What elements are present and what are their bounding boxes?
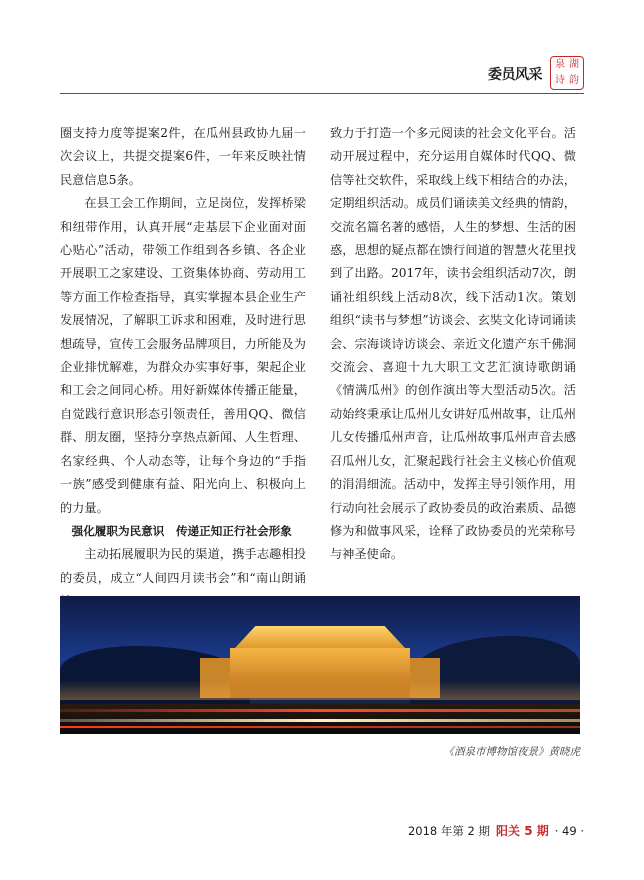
paragraph: 主动拓展履职为民的渠道，携手志趣相投的委员，成立“人间四月读书会”和“南山朗诵 <box>60 547 306 585</box>
left-column <box>60 122 306 614</box>
page-header <box>60 56 584 90</box>
seal-logo <box>550 56 584 90</box>
light-trail <box>60 719 580 722</box>
section-title: 委员风采 <box>488 67 542 83</box>
header-divider <box>60 93 584 94</box>
photo-caption: 《酒泉市博物馆夜景》黄晓虎 <box>443 746 580 758</box>
museum-night-photo <box>60 596 580 734</box>
light-trail <box>60 709 580 712</box>
page-number: · 49 · <box>554 823 584 838</box>
magazine-name: 阳关 5 期 <box>496 824 549 838</box>
subheading: 强化履职为民意识 传递正知正行社会形象 <box>71 523 292 538</box>
seal-char: 诗 <box>555 75 565 86</box>
issue-date: 2018 年第 2 期 <box>407 823 491 838</box>
paragraph: 致力于打造一个多元阅读的社会文化平台。活动开展过程中，充分运用自媒体时代QQ、微信等社交软件，采取线上线下相结合的办法，定期组织活动。成员们诵读美文经典的情韵，交流名篇名著的感悟，人生的梦想、生活的困惑，思想的疑点都在馈行间道的智慧火花里找到了出路。2017年，读书会组织活动7次，朗诵社组织线上活动8次，线下活动1次。策划组织“读书与梦想”访谈会、玄奘文化诗词诵读会、宗海谈诗访谈会、亲近文化遗产东千佛洞交流会、喜迎十九大职工文艺汇演诗歌朗诵《情满瓜州》的创作演出等大型活动5次。活动始终秉承让瓜州儿女讲好瓜州故事，让瓜州儿女传播瓜州声音，让瓜州故事瓜州声音去感召瓜州儿女，汇聚起践行社会主义核心价值观的涓涓细流。活动中，发挥主导引领作用，用行动向社会展示了政协委员的政治素质、品德修为和做事风采，诠释了政协委员的光荣称号与神圣使命。 <box>330 126 576 562</box>
seal-char: 湖 <box>569 59 579 70</box>
building-roof <box>235 626 405 648</box>
right-column <box>330 122 576 567</box>
paragraph: 圈支持力度等提案2件，在瓜州县政协九届一次会议上，共提交提案6件，一年来反映社情民意信息5条。 <box>60 126 306 187</box>
page-footer <box>408 822 584 839</box>
light-trail <box>60 726 580 728</box>
seal-char: 泉 <box>555 59 565 70</box>
light-glow <box>60 680 580 700</box>
seal-char: 韵 <box>569 75 579 86</box>
paragraph: 在县工会工作期间，立足岗位，发挥桥梁和纽带作用，认真开展“走基层下企业面对面心贴心”活动，带领工作组到各乡镇、各企业开展职工之家建设、工资集体协商、劳动用工等方面工作检查指导，真实掌握本县企业生产发展情况，了解职工诉求和困难，及时进行思想疏导，宣传工会服务品牌项目，力所能及为企业排忧解难，为群众办实事好事，架起企业和工会之间同心桥。用好新媒体传播正能量，自觉践行意识形态引领责任，善用QQ、微信群、朋友圈，坚持分享热点新闻、人生哲理、名家经典、个人动态等，让每个身边的“手指一族”感受到健康有益、阳光向上、积极向上的力量。 <box>60 196 306 515</box>
